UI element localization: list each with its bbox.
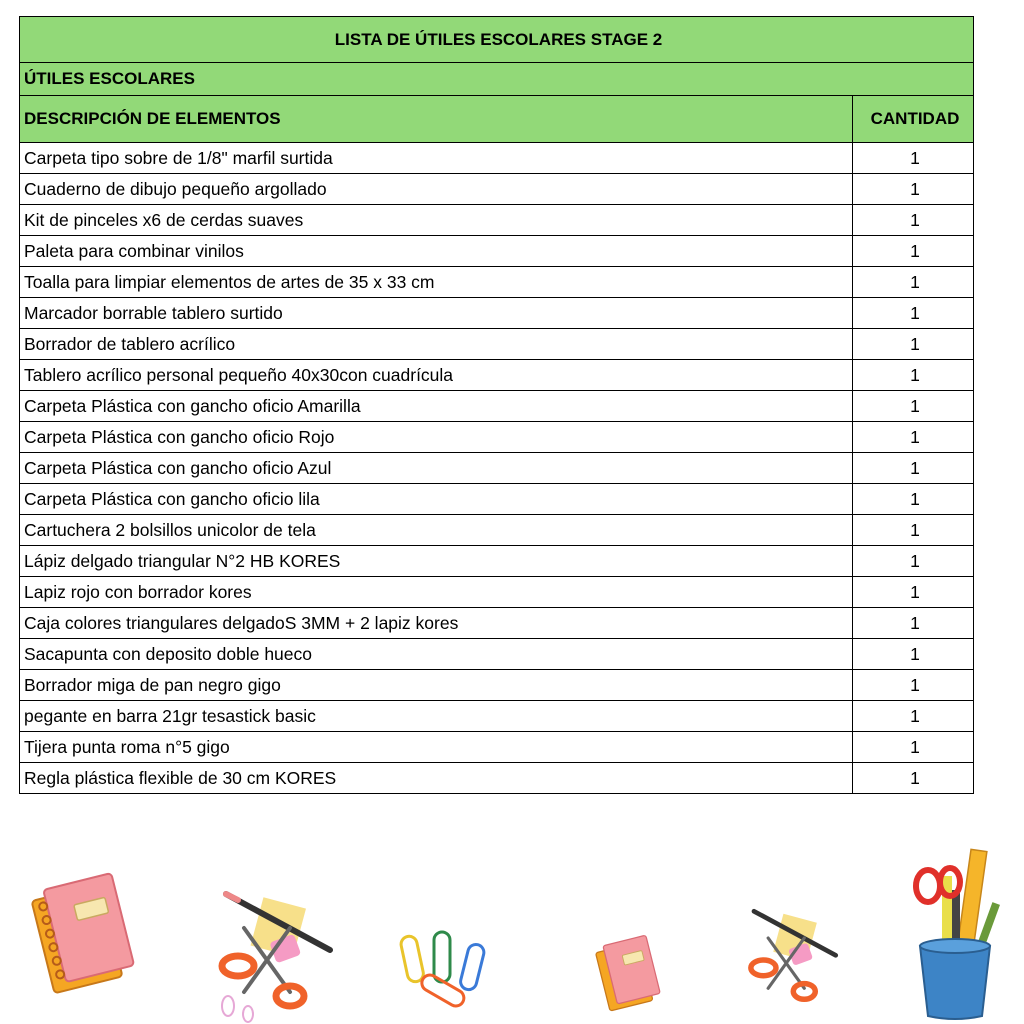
scissors-pencil-icon (732, 906, 842, 1014)
item-description: Cuaderno de dibujo pequeño argollado (20, 174, 853, 205)
item-description: Tablero acrílico personal pequeño 40x30con cuadrícula (20, 360, 853, 391)
title-row (20, 17, 974, 63)
description-column-header: DESCRIPCIÓN DE ELEMENTOS (20, 96, 853, 143)
table-row (20, 298, 974, 329)
item-quantity: 1 (853, 701, 974, 732)
item-description: Carpeta Plástica con gancho oficio Rojo (20, 422, 853, 453)
table-row (20, 763, 974, 794)
item-description: Regla plástica flexible de 30 cm KORES (20, 763, 853, 794)
item-quantity: 1 (853, 298, 974, 329)
column-header-row (20, 96, 974, 143)
item-description: Carpeta Plástica con gancho oficio lila (20, 484, 853, 515)
scissors-pencil-icon (198, 888, 338, 1024)
item-description: Borrador de tablero acrílico (20, 329, 853, 360)
table-row (20, 143, 974, 174)
table-row (20, 701, 974, 732)
pencil-cup-icon (902, 846, 1008, 1022)
item-quantity: 1 (853, 484, 974, 515)
item-quantity: 1 (853, 267, 974, 298)
item-quantity: 1 (853, 360, 974, 391)
table-row (20, 546, 974, 577)
item-description: Cartuchera 2 bolsillos unicolor de tela (20, 515, 853, 546)
item-quantity: 1 (853, 422, 974, 453)
table-row (20, 174, 974, 205)
table-row (20, 732, 974, 763)
item-description: Borrador miga de pan negro gigo (20, 670, 853, 701)
item-quantity: 1 (853, 143, 974, 174)
item-quantity: 1 (853, 639, 974, 670)
item-description: pegante en barra 21gr tesastick basic (20, 701, 853, 732)
notebooks-icon (22, 868, 144, 998)
table-row (20, 267, 974, 298)
item-quantity: 1 (853, 329, 974, 360)
section-heading: ÚTILES ESCOLARES (20, 63, 974, 96)
item-quantity: 1 (853, 515, 974, 546)
item-quantity: 1 (853, 608, 974, 639)
table-row (20, 391, 974, 422)
item-quantity: 1 (853, 205, 974, 236)
item-quantity: 1 (853, 732, 974, 763)
table-row (20, 484, 974, 515)
item-quantity: 1 (853, 236, 974, 267)
item-description: Toalla para limpiar elementos de artes de 35 x 33 cm (20, 267, 853, 298)
table-row (20, 360, 974, 391)
supplies-table (19, 16, 974, 794)
item-description: Carpeta tipo sobre de 1/8" marfil surtida (20, 143, 853, 174)
item-quantity: 1 (853, 174, 974, 205)
table-row (20, 329, 974, 360)
item-quantity: 1 (853, 577, 974, 608)
item-description: Lapiz rojo con borrador kores (20, 577, 853, 608)
item-quantity: 1 (853, 453, 974, 484)
table-row (20, 670, 974, 701)
item-quantity: 1 (853, 670, 974, 701)
table-row (20, 515, 974, 546)
item-quantity: 1 (853, 391, 974, 422)
table-row (20, 422, 974, 453)
item-description: Marcador borrable tablero surtido (20, 298, 853, 329)
table-row (20, 453, 974, 484)
table-row (20, 608, 974, 639)
section-row (20, 63, 974, 96)
item-description: Kit de pinceles x6 de cerdas suaves (20, 205, 853, 236)
quantity-column-header: CANTIDAD (853, 96, 974, 143)
notebooks-icon (588, 932, 668, 1014)
item-quantity: 1 (853, 763, 974, 794)
item-description: Carpeta Plástica con gancho oficio Azul (20, 453, 853, 484)
table-row (20, 577, 974, 608)
item-description: Carpeta Plástica con gancho oficio Amarilla (20, 391, 853, 422)
paper-clips-icon (398, 928, 508, 1024)
item-description: Caja colores triangulares delgadoS 3MM + 2 lapiz kores (20, 608, 853, 639)
table-row (20, 205, 974, 236)
item-description: Lápiz delgado triangular N°2 HB KORES (20, 546, 853, 577)
item-description: Paleta para combinar vinilos (20, 236, 853, 267)
item-description: Tijera punta roma n°5 gigo (20, 732, 853, 763)
item-quantity: 1 (853, 546, 974, 577)
table-row (20, 236, 974, 267)
item-description: Sacapunta con deposito doble hueco (20, 639, 853, 670)
list-title: LISTA DE ÚTILES ESCOLARES STAGE 2 (20, 17, 974, 63)
table-row (20, 639, 974, 670)
